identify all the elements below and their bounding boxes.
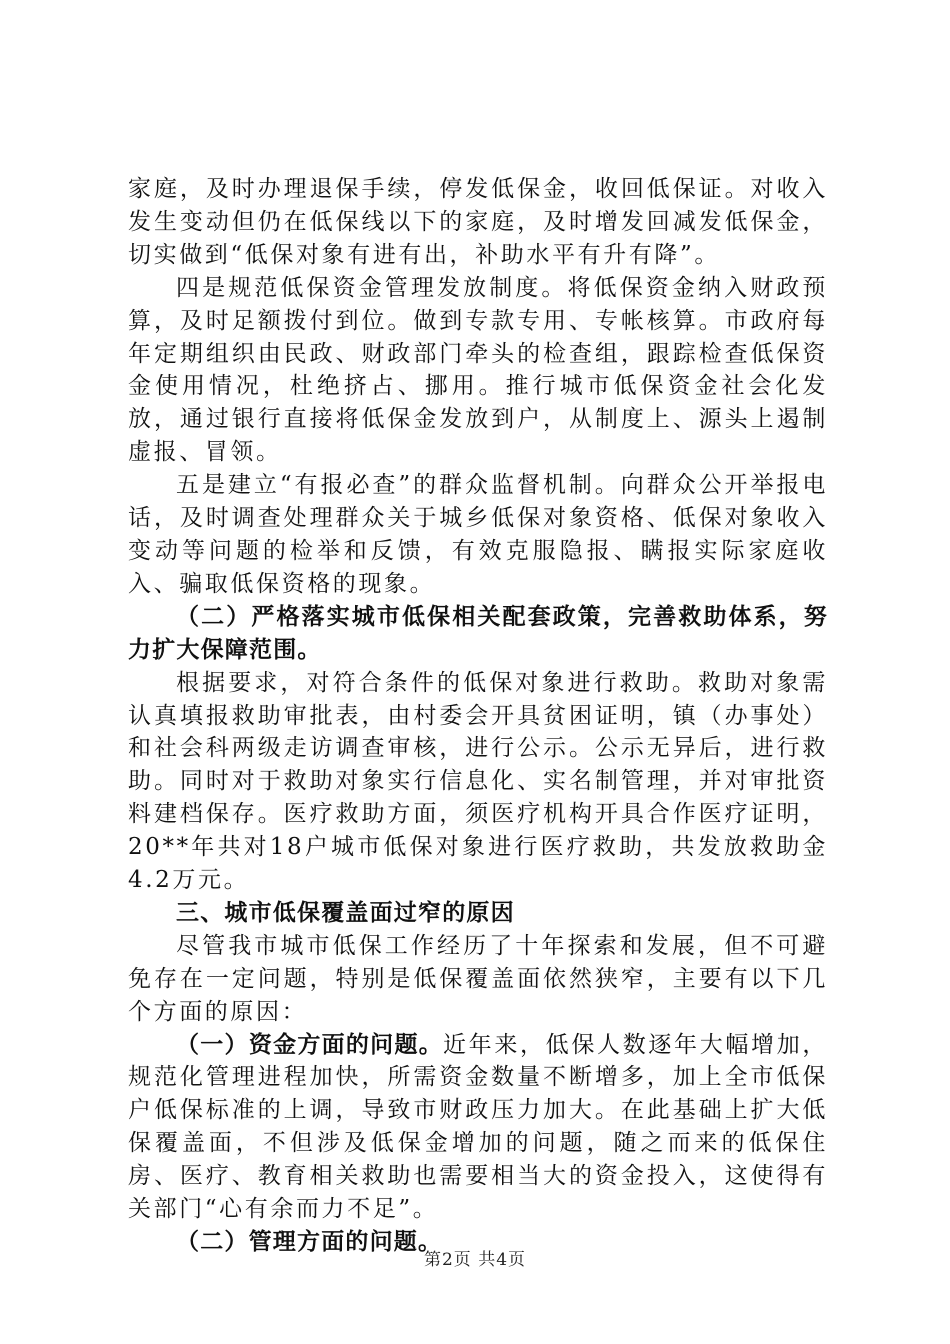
paragraph-assistance: 根据要求，对符合条件的低保对象进行救助。救助对象需认真填报救助审批表，由村委会开具贫困证明，镇（办事处）和社会科两级走访调查审核，进行公示。公示无异后，进行救助。同时对于救助对象实行信息化、实名制管理，并对审批资料建档保存。医疗救助方面，须医疗机构开具合作医疗证明，20**年共对18户城市低保对象进行医疗救助，共发放救助金4.2万元。	[128, 669, 828, 894]
paragraph-continuation: 家庭，及时办理退保手续，停发低保金，收回低保证。对收入发生变动但仍在低保线以下的家庭，及时增发回减发低保金，切实做到“低保对象有进有出，补助水平有升有降”。	[128, 176, 828, 268]
section-heading-3: 三、城市低保覆盖面过窄的原因	[176, 899, 515, 926]
paragraph-fund-management: 四是规范低保资金管理发放制度。将低保资金纳入财政预算，及时足额拨付到位。做到专款专用、专帐核算。市政府每年定期组织由民政、财政部门牵头的检查组，跟踪检查低保资金使用情况，杜绝挤占、挪用。推行城市低保资金社会化发放，通过银行直接将低保金发放到户，从制度上、源头上遏制虚报、冒领。	[128, 274, 828, 466]
paragraph-funding-problem	[128, 1029, 828, 1226]
funding-problem-text: 近年来，低保人数逐年大幅增加，规范化管理进程加快，所需资金数量不断增多，加上全市低保户低保标准的上调，导致市财政压力加大。在此基础上扩大低保覆盖面，不但涉及低保金增加的问题，随之而来的低保住房、医疗、教育相关救助也需要相当大的资金投入，这使得有关部门“心有余而力不足”。	[128, 1031, 829, 1223]
paragraph-supervision: 五是建立“有报必查”的群众监督机制。向群众公开举报电话，及时调查处理群众关于城乡低保对象资格、低保对象收入变动等问题的检举和反馈，有效克服隐报、瞒报实际家庭收入、骗取低保资格的现象。	[128, 472, 828, 597]
document-body	[128, 173, 828, 1259]
paragraph-reasons-intro: 尽管我市城市低保工作经历了十年探索和发展，但不可避免存在一定问题，特别是低保覆盖面依然狭窄，主要有以下几个方面的原因：	[128, 932, 828, 1025]
page-footer: 第2页 共4页	[423, 1250, 527, 1270]
management-problem-heading: （二）管理方面的问题。	[176, 1229, 443, 1255]
section-heading-2: （二）严格落实城市低保相关配套政策，完善救助体系，努力扩大保障范围。	[128, 603, 828, 663]
funding-problem-heading: （一）资金方面的问题。	[176, 1031, 443, 1058]
